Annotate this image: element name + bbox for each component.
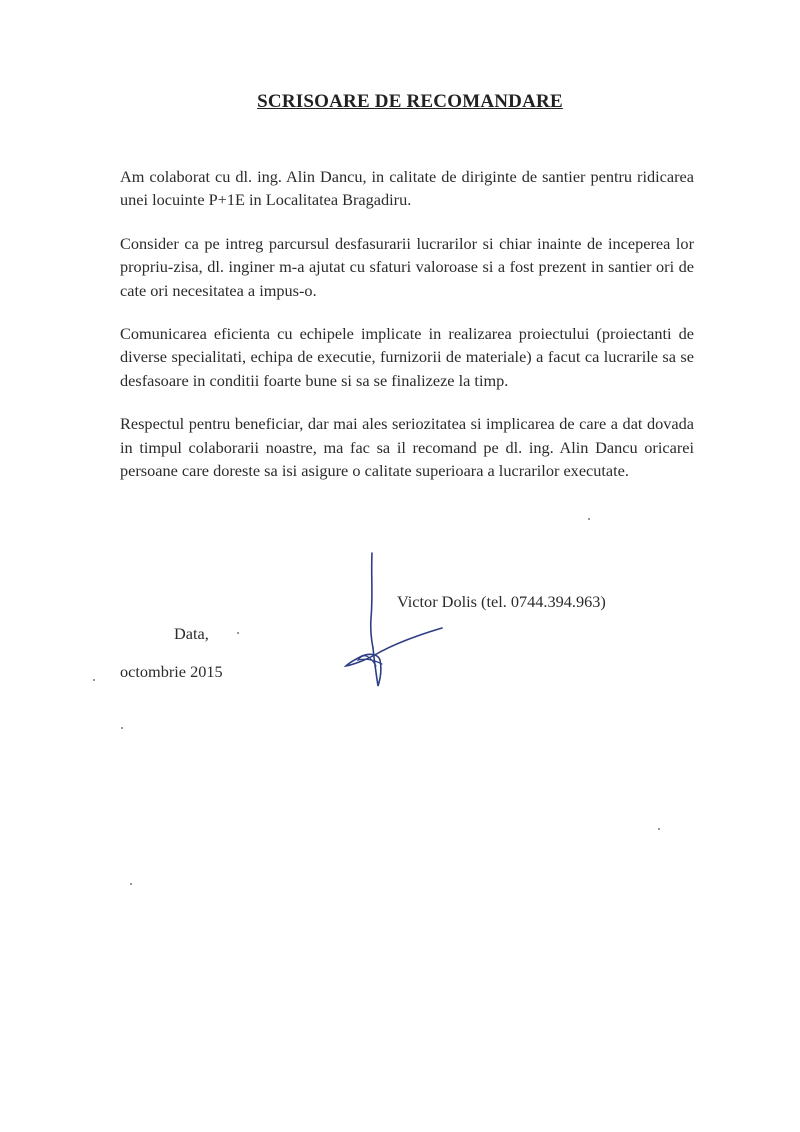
scan-speck bbox=[237, 632, 239, 634]
paragraph: Respectul pentru beneficiar, dar mai ales seriozitatea si implicarea de care a dat dovada in timpul colaborarii noastre, ma fac sa il recomand pe dl. ing. Alin Dancu oricarei persoane care doreste sa isi asigure o calitate superioara a lucrarilor executate. bbox=[120, 414, 694, 481]
handwritten-signature bbox=[340, 548, 450, 693]
scan-speck bbox=[130, 883, 132, 885]
paragraph: Comunicarea eficienta cu echipele implicate in realizarea proiectului (proiectanti de diverse specialitati, echipa de executie, furnizorii de materiale) a facut ca lucrarile sa se desfasoare in conditii foarte bune si sa se finalizeze la timp. bbox=[120, 324, 694, 390]
date-label: Data, bbox=[174, 624, 209, 643]
scan-speck bbox=[588, 518, 590, 520]
letter-body bbox=[120, 165, 694, 502]
scan-speck bbox=[658, 828, 660, 830]
signer-name: Victor Dolis (tel. 0744.394.963) bbox=[397, 592, 606, 611]
scan-speck bbox=[121, 727, 123, 729]
date-value: octombrie 2015 bbox=[120, 662, 223, 681]
scan-speck bbox=[93, 679, 95, 681]
document-title: SCRISOARE DE RECOMANDARE bbox=[257, 91, 563, 112]
paragraph: Consider ca pe intreg parcursul desfasurarii lucrarilor si chiar inainte de inceperea lor propriu-zisa, dl. inginer m-a ajutat cu sfaturi valoroase si a fost prezent in santier ori de cate ori necesitatea a impus-o. bbox=[120, 233, 694, 300]
paragraph: Am colaborat cu dl. ing. Alin Dancu, in calitate de diriginte de santier pentru ridicarea unei locuinte P+1E in Localitatea Bragadiru. bbox=[120, 167, 694, 210]
